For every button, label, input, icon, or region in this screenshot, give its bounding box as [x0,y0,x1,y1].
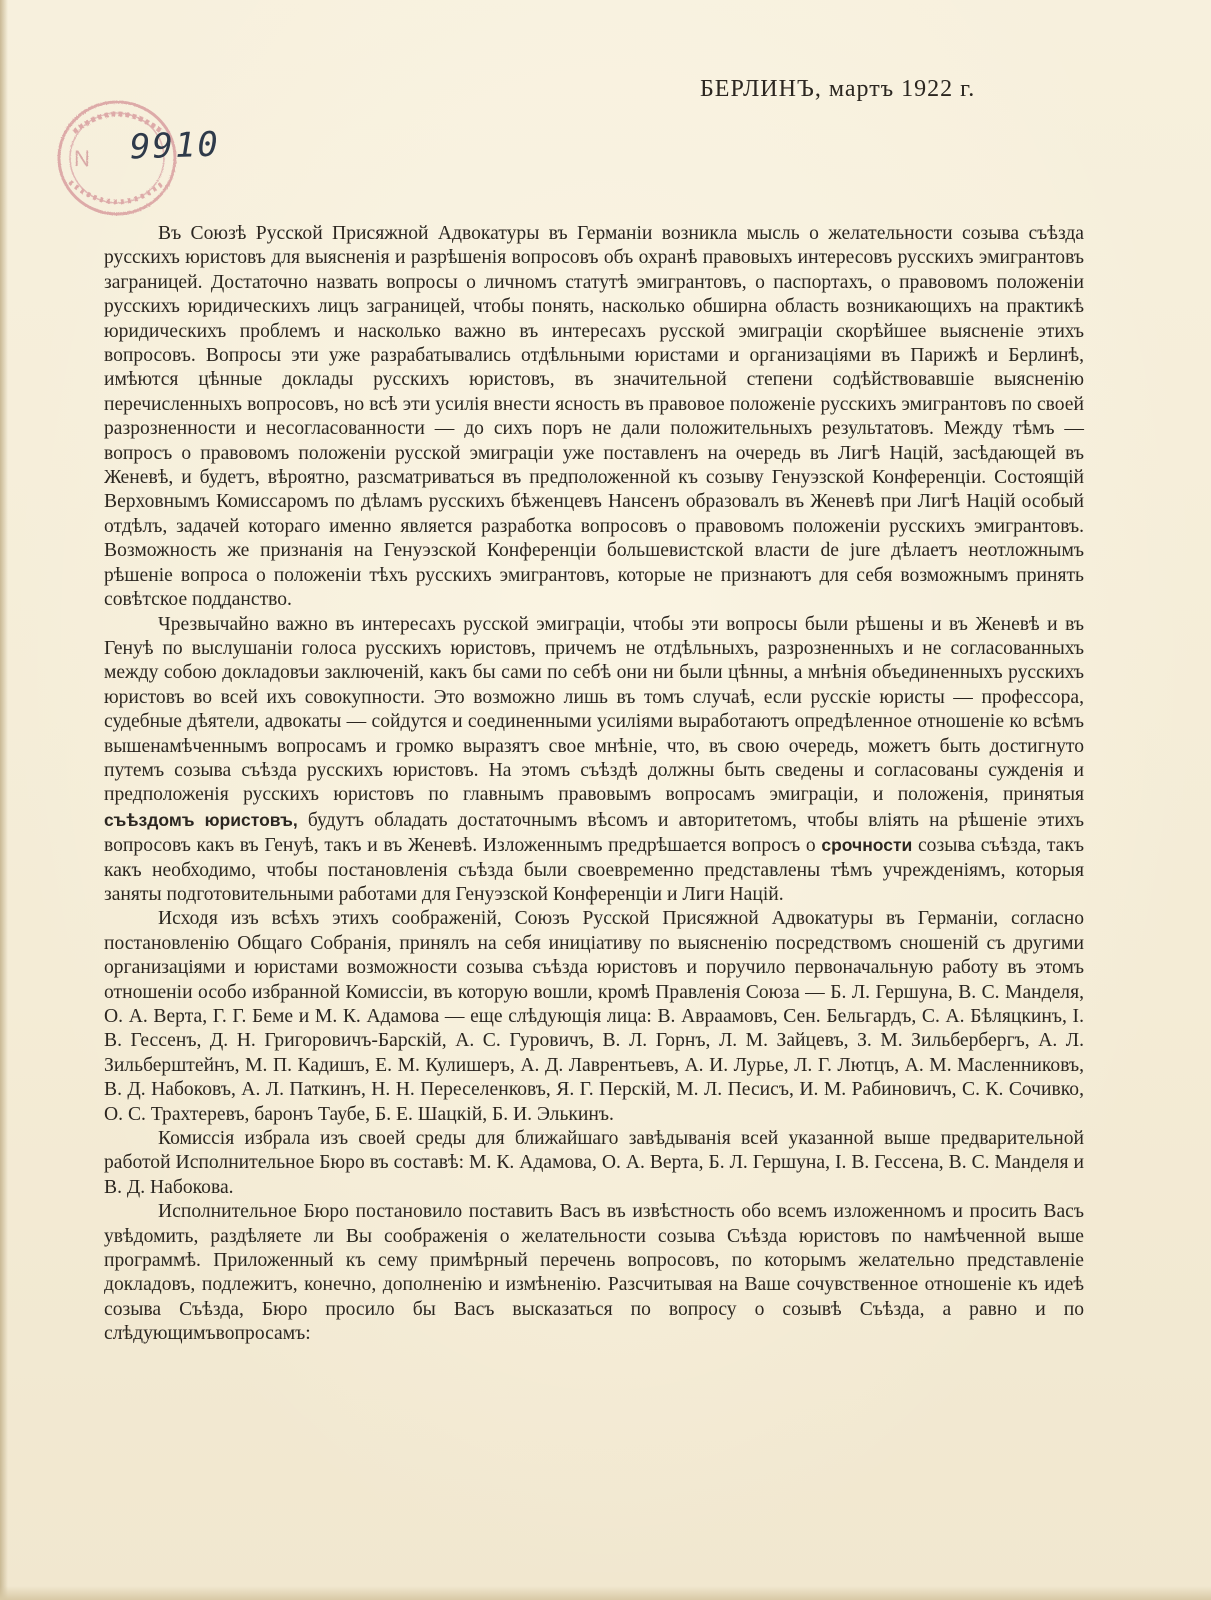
letter-body [104,222,1084,1347]
paragraph-2-text-c: созыва съѣзда, такъ какъ необходимо, чтобы постановленія съѣзда были своевременно представлены тѣмъ учрежденіямъ, которыя заняты подготовительными работами для Генуэзской Конференціи и Лиги Націй. [104,835,1084,905]
paragraph-5 [104,1200,1084,1346]
paragraph-4 [104,1127,1084,1200]
paragraph-2 [104,613,1084,908]
paragraph-1-text: Въ Союзѣ Русской Присяжной Адвокатуры въ Германіи возникла мысль о желательности созыва съѣзда русскихъ юристовъ для выясненія и разрѣшенія вопросовъ объ охранѣ правовыхъ интересовъ русскихъ эмигрантовъ заграницей. Достаточно назвать вопросы о личномъ статутѣ эмигрантовъ, о паспортахъ, о правовомъ положеніи русскихъ юридическихъ лицъ заграницей, чтобы понять, насколько обширна область возникающихъ на практикѣ юридическихъ проблемъ и насколько важно въ интересахъ русской эмиграціи скорѣйшее выясненіе этихъ вопросовъ. Вопросы эти уже разрабатывались отдѣльными юристами и организаціями въ Парижѣ и Берлинѣ, имѣются цѣнные доклады русскихъ юристовъ, въ значительной степени содѣйствовавшіе выясненію перечисленныхъ вопросовъ, но всѣ эти усилія внести ясность въ правовое положеніе русскихъ эмигрантовъ по своей разрозненности и несогласованности — до сихъ поръ не дали положительныхъ результатовъ. Между тѣмъ — вопросъ о правовомъ положеніи русской эмиграціи уже поставленъ на очередь въ Лигѣ Націй, засѣдающей въ Женевѣ, и будетъ, вѣроятно, разсматриваться въ предположенной къ созыву Генуэзской Конференціи. Состоящій Верховнымъ Комиссаромъ по дѣламъ русскихъ бѣженцевъ Нансенъ образовалъ въ Женевѣ при Лигѣ Націй особый отдѣлъ, задачей котораго именно является разработка вопросовъ о правовомъ положеніи русскихъ эмигрантовъ. Возможность же признанія на Генуэзской Конференціи большевистской власти de jure дѣлаетъ неотложнымъ рѣшеніе вопроса о положеніи тѣхъ русскихъ эмигрантовъ, которые не признаютъ для себя возможнымъ принять совѣтское подданство. [104,223,1084,611]
page-edge-left [0,0,8,1600]
paragraph-1 [104,222,1084,613]
paragraph-2-text-b: будутъ обладать достаточнымъ вѣсомъ и авторитетомъ, чтобы вліять на рѣшеніе этихъ вопросовъ какъ въ Генуѣ, такъ и въ Женевѣ. Изложеннымъ предрѣшается вопросъ о [104,809,1084,857]
paragraph-3 [104,907,1084,1127]
paragraph-2-text-a: Чрезвычайно важно въ интересахъ русской эмиграціи, чтобы эти вопросы были рѣшены и въ Женевѣ и въ Генуѣ по выслушаніи голоса русскихъ юристовъ, причемъ не отдѣльныхъ, разрозненныхъ и не согласованныхъ между собою докладовъи заключеній, какъ бы сами по себѣ они ни были цѣнны, а мнѣнія объединенныхъ русскихъ юристовъ во всей ихъ совокупности. Это возможно лишь въ томъ случаѣ, если русскіе юристы — профессора, судебные дѣятели, адвокаты — сойдутся и соединенными усиліями выработаютъ опредѣленное отношеніе ко всѣмъ вышенамѣченнымъ вопросамъ и громко выразятъ свое мнѣніе, что, въ свою очередь, можетъ быть достигнуто путемъ созыва съѣзда русскихъ юристовъ. На этомъ съѣздѣ должны быть сведены и согласованы сужденія и предположенія русскихъ юристовъ по главнымъ правовымъ вопросамъ эмиграціи, и положенія, принятыя [104,613,1084,806]
paragraph-5-text: Исполнительное Бюро постановило поставить Васъ въ извѣстность обо всемъ изложенномъ и просить Васъ увѣдомить, раздѣляете ли Вы соображенія о желательности созыва Съѣзда юристовъ по намѣченной выше программѣ. Приложенный къ сему примѣрный перечень вопросовъ, по которымъ желательно представленіе докладовъ, подлежитъ, конечно, дополненію и измѣненію. Разсчитывая на Ваше сочувственное отношеніе къ идеѣ созыва Съѣзда, Бюро просило бы Васъ высказаться по вопросу о созывѣ Съѣзда, а равно и по слѣдующимъвопросамъ: [104,1201,1084,1345]
document-number: 9910 [129,124,221,168]
paragraph-2-bold-1: съѣздомъ юристовъ, [104,809,298,830]
dateline: БЕРЛИНЪ, мартъ 1922 г. [700,76,976,102]
paragraph-4-text: Комиссія избрала изъ своей среды для ближайшаго завѣдыванія всей указанной выше предварительной работой Исполнительное Бюро въ составѣ: М. К. Адамова, О. А. Верта, Б. Л. Гершуна, І. В. Гессена, В. С. Манделя и В. Д. Набокова. [104,1128,1084,1198]
paragraph-2-bold-2: срочности [821,835,913,856]
svg-text:N: N [74,146,90,171]
page-edge-bottom [0,1586,1211,1600]
paragraph-3-text: Исходя изъ всѣхъ этихъ соображеній, Союзъ Русской Присяжной Адвокатуры въ Германіи, согласно постановленію Общаго Собранія, принялъ на себя иниціативу по выясненію посредствомъ сношеній съ другими организаціями и юристами возможности созыва съѣзда юристовъ и поручило первоначальную работу въ этомъ отношеніи особо избранной Комиссіи, въ которую вошли, кромѣ Правленія Союза — Б. Л. Гершуна, В. С. Манделя, О. А. Верта, Г. Г. Беме и М. К. Адамова — еще слѣдующія лица: В. Авраамовъ, Сен. Бельгардъ, С. А. Бѣляцкинъ, І. В. Гессенъ, Д. Н. Григоровичъ-Барскій, А. С. Гуровичъ, В. Л. Горнъ, Л. М. Зайцевъ, З. М. Зильбербергъ, А. Л. Зильберштейнъ, М. П. Кадишъ, Е. М. Кулишеръ, А. Д. Лаврентьевъ, А. И. Лурье, Л. Г. Лютцъ, А. М. Масленниковъ, В. Д. Набоковъ, А. Л. Паткинъ, Н. Н. Переселенковъ, Я. Г. Перскій, М. Л. Песисъ, И. М. Рабиновичъ, С. К. Сочивко, О. С. Трахтеревъ, баронъ Таубе, Б. Е. Шацкій, Б. И. Элькинъ. [104,908,1084,1125]
